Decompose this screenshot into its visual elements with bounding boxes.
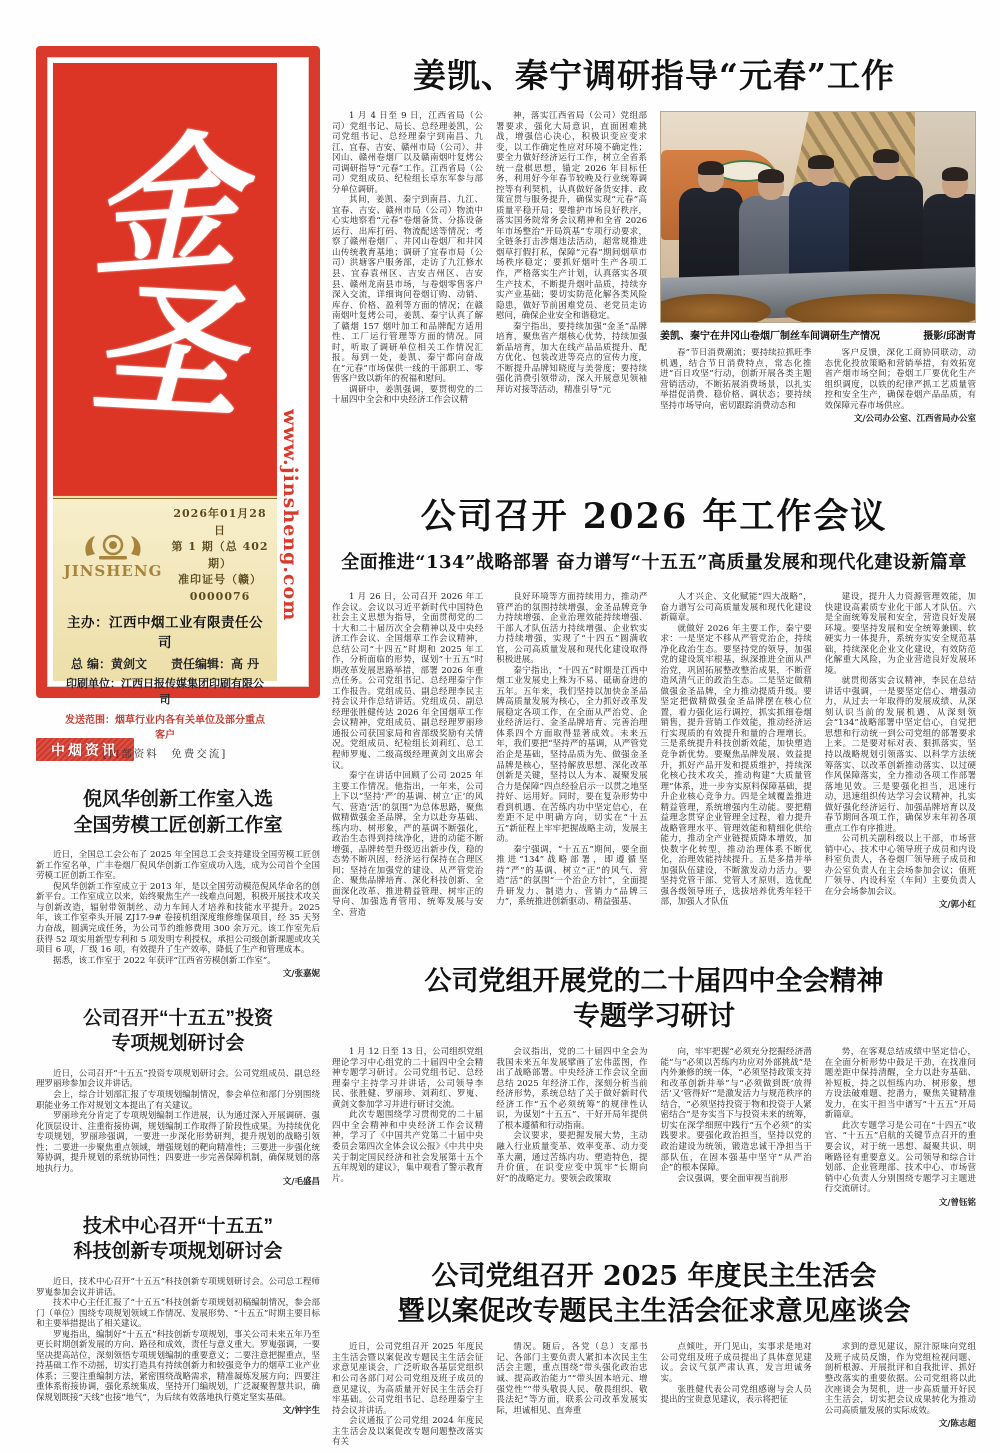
title-line: 技术中心召开“十五五” bbox=[82, 1215, 273, 1237]
text-column bbox=[36, 1277, 320, 1417]
body-paragraph: 求到的意见建议，原汁原味向党组及班子成员反馈，作为党组检视问题、剖析根源、开展批评和自我批评、抓好整改落实的重要依据。公司党组将以此次座谈会为契机，进一步高质量开好民主生活会，切实把会议成果转化为推动公司高质量发展的实际成效。 bbox=[824, 1342, 976, 1416]
byline: 文/曾钰铭 bbox=[938, 1197, 976, 1208]
organizer-line: 主办：江西中烟工业有限责任公司 bbox=[67, 615, 263, 651]
title-line: 倪风华创新工作室入选 bbox=[82, 789, 273, 810]
logo-cell bbox=[61, 532, 165, 580]
text-column bbox=[496, 592, 647, 944]
article1-left-columns bbox=[332, 111, 647, 463]
body-paragraph: 会议指出，党的二十届四中全会为我国未来五年发展擘画了宏伟蓝图，作出了战略部署。中央经济工作会议全面总结 2025 年经济工作，深刻分析当前经济形势，系统总结了关于做好新时代经济工作“五个必须统筹”的规律性认识，为谋划“十五五”、干好开局年提供了根本遵循和行动指南。 bbox=[496, 1047, 648, 1131]
text-column bbox=[661, 1342, 812, 1453]
website-url: www.jinsheng.com bbox=[279, 408, 301, 621]
issue-line: 第 1 期（总 402 期） bbox=[171, 540, 269, 570]
body-paragraph: 据悉，该工作室于 2022 年获评“江西省劳模创新工作室”。 bbox=[53, 955, 276, 966]
article1-right-block bbox=[660, 111, 976, 463]
body-paragraph: 点倾吐，开门见山，实事求是地对公司党组及班子成员提出了具体意见建议。会议气氛严肃认真，发言坦诚务实。 bbox=[660, 1342, 812, 1384]
body-paragraph: 近日，全国总工会公布了 2025 年全国总工会支持建设全国劳模工匠创新工作室名单，广丰卷烟厂倪风华创新工作室成功入选，成为公司首个全国劳模工匠创新工作室。 bbox=[36, 850, 320, 882]
rail-article-nifenghua bbox=[36, 787, 320, 980]
body-paragraph: 情况。随后，各党（总）支部书记、各部门主要负责人紧扣本次民主生活会主题，重点围绕“带头强化政治忠诚、提高政治能力”“带头固本培元、增强党性”“带头敬畏人民、敬畏组织、敬畏法纪”等方面，联系公司改革发展实际，坦诚相见、直奔重 bbox=[496, 1342, 648, 1416]
main-area bbox=[332, 50, 976, 1453]
body-paragraph: 此次专题学习是公司在“十四五”收官、“十五五”启航的关键节点召开的重要会议，对于统一思想、凝聚共识、明晰路径有重要意义。公司领导和综合计划部、企业管理部、技术中心、市场营销中心负责人分别围绕专题学习主题进行交流研讨。 bbox=[824, 1120, 976, 1195]
body-paragraph: 调研中，姜凯强调，要贯彻党的二十届四中全会和中央经济工作会议精 bbox=[332, 384, 483, 406]
body-paragraph: 会议通报了公司党组 2024 年度民主生活会及以案促改专题问题整改落实有关 bbox=[332, 1416, 484, 1448]
body-paragraph: 罗嵬指出，编制好“十五五”科技创新专项规划，事关公司未来五年乃至更长时期创新发展的方向、路径和成效，责任与意义重大。罗嵬强调，一要坚决提高站位，深刻领悟专项规划编制的重要意义；二要注意把握重点，坚持基础工作不动摇，切实打造具有持续创新力和较强竞争力的烟草工业产业体系；三要注重编制方法，紧密围绕战略需求，精准凝炼发展方向；四要注重体系衔接协调，强化系统集成，坚持开门编规划，广泛凝聚智慧共识，确保规划既接“天线”也接“地气”，为后续有效落地执行奠定坚实基础。 bbox=[36, 1329, 320, 1403]
body-paragraph: 建设，提升人力资源管理效能，加快建设高素质专业化干部人才队伍。六是全面统筹发展和安全，营造良好发展环境。要坚持发展和安全统筹兼顾、软硬实力一体提升，系统夯实安全规范基础，持续深化企业文化建设，有效防范化解重大风险，为企业营造良好发展环境。 bbox=[824, 592, 976, 676]
headline-line: 暨以案促改专题民主生活会征求意见座谈会 bbox=[397, 1296, 911, 1328]
masthead-info-top bbox=[61, 506, 269, 605]
text-column bbox=[825, 1342, 976, 1453]
body-paragraph: 春”节日消费潮流；要持续拉抓旺季机遇，结合节日消费特点，常态化推进“百日攻坚”行动，创新开展各类主题营销活动，不断拓展消费场景，以扎实举措促消费、稳价格、调状态；要持续坚持市场导向，密切跟踪消费动态和 bbox=[660, 348, 812, 411]
rail-article-body bbox=[36, 1069, 320, 1188]
body-paragraph: 1 月 12 日至 13 日，公司组织党组理论学习中心组党的二十届四中全会精神专题学习研讨。公司党组书记、总经理秦宁主持学习并讲话，公司领导李民、张胜健、罗丽珍、刘莉红、罗嵬、黄剑文参加学习并进行研讨交流。 bbox=[332, 1047, 484, 1110]
brand-seal bbox=[53, 63, 277, 495]
printer-line: 印刷单位：江西日报传媒集团印刷有限公司 bbox=[66, 677, 264, 706]
photo-caption-row bbox=[660, 327, 976, 342]
title-line: 全国劳模工匠创新工作室 bbox=[73, 814, 283, 836]
byline: 文/毛盛昌 bbox=[282, 1177, 320, 1188]
title-line: 专项规划研讨会 bbox=[111, 1033, 245, 1055]
rail-article-title bbox=[36, 1214, 320, 1265]
rail-article-body bbox=[36, 850, 320, 979]
text-column bbox=[332, 1047, 483, 1245]
body-paragraph: 罗丽珍充分肯定了专项规划编制工作进展，认为通过深入开展调研、强化顶层设计、注重衔接协调，规划编制工作取得了阶段性成果。为持续优化专项规划，罗丽珍强调，一要进一步深化形势研判，提升规划的战略引领性；二要进一步聚焦重点领域，增强规划的靶向精准性；三要进一步强化统筹协调，提升规划的系统协同性；四要进一步完善保障机制，确保规划的落地执行力。 bbox=[36, 1111, 320, 1174]
body-paragraph: 张胜健代表公司党组感谢与会人员提出的宝贵意见建议，表示将把征 bbox=[660, 1384, 812, 1406]
article1-headline: 姜凯、秦宁调研指导“元春”工作 bbox=[413, 56, 895, 95]
rail-article-investment-plan bbox=[36, 1006, 320, 1188]
article2-columns bbox=[332, 592, 976, 944]
text-column bbox=[661, 592, 812, 944]
body-paragraph: 近日，技术中心召开“十五五”科技创新专项规划研讨会。公司总工程师罗嵬参加会议并讲话。 bbox=[36, 1277, 320, 1298]
text-column bbox=[496, 1047, 647, 1245]
byline: 文/陈志超 bbox=[938, 1419, 976, 1430]
byline: 文/钟宇生 bbox=[282, 1406, 320, 1417]
photo-tobacco-pile bbox=[660, 294, 771, 323]
website-strip bbox=[277, 63, 303, 681]
body-paragraph: 其间，姜凯、秦宁到南昌、九江、宜春、吉安、赣州市局（公司）物流中心实地察看“元春”卷烟备货、分拣设备运行、出库打码、物流配送等情况；考察了赣州卷烟厂、井冈山卷烟厂和井冈山传统教育基地；调研了宜春市局（公司）洪塘客户服务部，走访了九江修水县、宜春袁州区、吉安吉州区、吉安县、赣州龙南县市场，与卷烟零售客户深入交流，详细询问卷烟订购、动销、库存、价格、盈利等方面的情况；在赣南烟叶复烤公司，姜凯、秦宁认真了解了赣烟 157 烟叶加工和品牌配方适用性、工厂运行管理等方面的情况。同时，听取了调研单位相关工作情况汇报。每到一处，姜凯、秦宁都向奋战在“元春”市场保供一线的干部职工、零售客户致以新年的祝福和慰问。 bbox=[332, 195, 483, 385]
person-head bbox=[758, 172, 784, 200]
body-paragraph: 倪风华创新工作室成立于 2013 年，是以全国劳动模范倪风华命名的创新平台。工作室成立以来，始终聚焦生产一线难点问题，积极开展技术攻关与创新改造，辐射带领制丝、动力车间人才培养和技能水平提升。2025 年，该工作室牵头开展 ZJ17-9# 卷接机组深度维修维保项目，经 35 天努力奋战，圆满完成任务，为公司节约维修费用 300 余万元。该工作室先后获得 52 项实用新型专利和 5 项发明专利授权，承担公司级创新课题或攻关项目 6 项，厂级 16 项，有效提升了生产效率，降低了生产和管理成本。 bbox=[36, 881, 320, 956]
article1-body bbox=[332, 111, 976, 463]
text-column bbox=[332, 111, 483, 463]
body-paragraph: 会议强调，要全面审视当前形 bbox=[677, 1173, 789, 1184]
text-column bbox=[36, 1069, 320, 1188]
article3-headline bbox=[332, 964, 976, 1034]
brand-character-jin: 金 bbox=[89, 113, 241, 299]
text-column bbox=[36, 850, 320, 979]
body-paragraph: 秦宁在讲话中回顾了公司 2025 年主要工作情况。他指出，一年来，公司上下以“坚持‘严’的基调、树立‘正’的风气、营造‘活’的氛围”为总体思路，聚焦做精做强金圣品牌，全力以赴夯基础、练内功、树形象，严的基调不断强化，政治生态得到持续净化，进的动能不断增强，品牌转型升级迈出新步伐，稳的态势不断巩固，经济运行保持在合理区间；坚持在加强党的建设、从严管党治企、聚焦品牌培育、深化科技创新、全面深化改革、推进精益管理、树牢正的导向、加强选育管用、统筹发展与安全、营造 bbox=[332, 771, 484, 918]
logo-wordmark: JINSHENG bbox=[63, 561, 163, 580]
article4-headline bbox=[332, 1259, 976, 1329]
body-paragraph: 良好环境等方面持续用力，推动严管严治的氛围持续增强，金圣品牌竞争力持续增强、企业治理效能持续增强、干部人才队伍活力持续增强、企业软实力持续增强，实现了“十四五”圆满收官，公司高质量发展和现代化建设取得积极进展。 bbox=[496, 592, 648, 666]
article3-columns bbox=[332, 1047, 976, 1245]
editor-line: 总 编：黄剑文 责任编辑：高 丹 bbox=[70, 657, 260, 671]
text-column bbox=[825, 592, 976, 944]
left-rail bbox=[36, 46, 320, 1417]
text-column bbox=[332, 1342, 483, 1453]
person-head bbox=[808, 158, 834, 186]
issue-info bbox=[171, 506, 269, 605]
body-paragraph: 会议要求，要把握发展大势，主动融入行业质量变革、效率变革、动力变革大潮，通过苦练内功、塑造特色，提升价值，在识变应变中筑牢“长期向好”的战略定力。要领会政策取 bbox=[496, 1131, 648, 1184]
body-paragraph: 技术中心主任汇报了“十五五”科技创新专项规划初稿编制情况，参会部门（单位）围绕专项规划领域工作情况、发展形势、“十五五”时期主要目标和主要举措提出了相关建议。 bbox=[36, 1298, 320, 1330]
article2-subtitle: 全面推进“134”战略部署 奋力谱写“十五五”高质量发展和现代化建设新篇章 bbox=[341, 552, 967, 573]
text-column bbox=[496, 1342, 647, 1453]
body-paragraph: 客户反馈，深化工商协同联动，动态优化投放策略和营销举措，有效拓宽省产烟市场空间；卷烟工厂要优化生产组织调度，以铁的纪律严抓工艺质量管控和安全生产，确保卷烟产品品质，有效保障元春市场供应。 bbox=[824, 348, 976, 411]
body-paragraph: 1 月 4 日至 9 日，江西省局（公司）党组书记、局长、总经理姜凯，公司党组书记、总经理秦宁到南昌、九江、宜春、吉安、赣州市局（公司）、井冈山、赣州卷烟厂以及赣南烟叶复烤公司调研指导“元春”工作。江西省局（公司）党组成员、纪检组长卓东军参与部分单位调研。 bbox=[332, 111, 483, 195]
body-paragraph: 秦宁指出，“十四五”时期是江西中烟工业发展史上殊为不易、砥砺奋进的五年。五年来，我们坚持以加快金圣品牌高质量发展为核心，全力抓好改革发展稳定各项工作，在全面从严治党、企业经济运行、金圣品牌培育、完善治理体系四个方面取得显著成效。未来五年，我们要把“坚持严的基调，从严管党治企是基础，坚持品质为先、做强金圣品牌是核心，坚持解放思想、深化改革创新是关键，坚持以人为本、凝聚发展合力是保障”四点经验启示一以贯之地坚持好、运用好。同时，要在复杂形势中看到机遇、在苦练内功中坚定信心，在差距不足中明确方向，切实在“十五五”新征程上牢牢把握战略主动，发展主动。 bbox=[496, 665, 648, 845]
section-badge-zhongyan-zixun: 中烟资讯 bbox=[36, 738, 134, 761]
license-line: 准印证号（赣）0000076 bbox=[178, 573, 262, 603]
body-paragraph: 神，落实江西省局（公司）党组部署要求，强化大局意识，直面困难挑战，增强信心决心，积极识变应变求变，以工作确定性应对环境不确定性；要全力做好经济运行工作，树立全省系统一盘棋思想，锚定 2026 年目标任务，利用好今年春节较晚及行业统筹调控等有利契机，认真做好备货安排、政策宣贯与服务提升，确保实现“元春”高质量平稳开局；要维护市场良好秩序，落实国务院常务会议精神和全省 2026 年市场整治“开局筑基”专项行动要求，全链条打击涉烟违法活动，超常规推进烟草打假打私，保障“元春”期间烟草市场秩序稳定；要抓好烟叶生产各项工作，严格落实生产计划，认真落实各项生产技术，不断提升烟叶品质，持续夯实产业基础；要切实防范化解各类风险隐患，做好节前困难党员、老党员走访慰问，确保企业安全和谐稳定。 bbox=[496, 111, 647, 322]
byline: 文/公司办公室、江西省局办公室 bbox=[853, 414, 976, 425]
article-plenary-study bbox=[332, 964, 976, 1245]
title-line: 科技创新专项规划研讨会 bbox=[73, 1241, 283, 1263]
body-paragraph: 1 月 26 日，公司召开 2026 年工作会议。会议以习近平新时代中国特色社会主义思想为指导，全面贯彻党的二十大和二十届历次全会精神以及中央经济工作会议、全国烟草工作会议精神，总结公司“十四五”时期和 2025 年工作，分析面临的形势，谋划“十五五”时期改革发展思路举措，部署 2026 年重点任务。公司党组书记、总经理秦宁作工作报告。党组成员、副总经理李民主持会议并作总结讲话。党组成员、副总经理张胜健传达 2026 年全国烟草工作会议精神，党组成员、副总经理罗丽珍通报公司获国家局和省部级奖励有关情况。党组成员、纪检组长刘莉红、总工程师罗嵬、二级高级经理黄剑文出席会议。 bbox=[332, 592, 484, 771]
person-head bbox=[942, 170, 968, 198]
date-line: 2026年01月28日 bbox=[173, 507, 267, 537]
rail-article-body bbox=[36, 1277, 320, 1417]
headline-line: 公司党组开展党的二十届四中全会精神 bbox=[424, 966, 884, 997]
text-column bbox=[496, 111, 647, 463]
headline-line: 专题学习研讨 bbox=[573, 1001, 735, 1033]
text-column bbox=[825, 1047, 976, 1245]
rail-article-title bbox=[36, 787, 320, 838]
jinsheng-crest-icon bbox=[81, 532, 145, 562]
article-2026-work-conference bbox=[332, 489, 976, 944]
body-paragraph: 此次专题围绕学习贯彻党的二十届四中全会精神和中央经济工作会议精神，学习了《中国共产党第二十届中央委员会第四次全体会议公报》《中共中央关于制定国民经济和社会发展第十五个五年规划的建议》，集中观看了警示教育片。 bbox=[332, 1110, 484, 1184]
body-paragraph: 会上，综合计划部汇报了专项规划编制情况，参会单位和部门分别围绕职能业务工作对规划文本提出了有关建议。 bbox=[36, 1090, 320, 1111]
body-paragraph: 势，在客观总结成绩中坚定信心，在全面分析形势中鼓足干劲，在找准问题差距中保持清醒，全力以赴夯基础、补短板，持之以恒练内功、树形象，想方设法破难题、挖潜力，聚焦关键精准发力，在实干担当中谱写“十五五”开局新篇章。 bbox=[824, 1047, 976, 1121]
article-democratic-life-meeting bbox=[332, 1259, 976, 1453]
body-paragraph: 公司机关副科级以上干部，市场营销中心、技术中心领导班子成员和内设科室负责人，各卷烟厂领导班子成员和办公室负责人在主会场参加会议；值班厂领导、内设科室（车间）主要负责人在分会场参加会议。 bbox=[824, 834, 976, 897]
text-column bbox=[825, 348, 977, 463]
article-yuanchun-research bbox=[332, 50, 976, 463]
person-head bbox=[873, 152, 899, 180]
person-head bbox=[698, 164, 724, 192]
text-column bbox=[660, 348, 812, 463]
body-paragraph: 向，牢牢把握“必须充分挖掘经济潜能”与“必须以苦练内功应对外部挑战”是内外兼修的统一体，“必须坚持政策支持和改革创新并举”与“必须做到既‘放得活’又‘管得好’”是激发活力与规范秩序的结合，“必须坚持投资于物和投资于人紧密结合”是夯实当下与投资未来的统筹，切实在深学细照中践行“五个必须”的实践要求。要强化政治担当，坚持以党的政治建设为统领，锻造忠诚干净担当干部队伍，在固本强基中坚守“从严治企”的根本保障。 bbox=[660, 1047, 812, 1174]
body-paragraph: 人才兴企、文化赋能“四大战略”，奋力谱写公司高质量发展和现代化建设新篇章。 bbox=[660, 592, 812, 624]
title-line: 公司召开“十五五”投资 bbox=[82, 1007, 273, 1029]
rail-article-title bbox=[36, 1006, 320, 1057]
body-paragraph: 就贯彻落实会议精神，李民在总结讲话中强调，一是要坚定信心、增强动力，从过去一年取得的发展成绩、从深刻认识当前的发展机遇、从深刻领会“134”战略部署中坚定信心，自觉把思想和行动统一到公司党组的部署要求上来。二是要对标对表、狠抓落实，坚持以战略规划引领落实、以科学方法统筹落实、以改革创新推动落实、以过硬作风保障落实，全力推动各项工作部署落地见效。三是要强化担当，迅速行动，迅速组织传达学习会议精神，扎实做好强化经济运行、加强品牌培育以及春节期间各项工作，确保岁末年初各项重点工作有序推进。 bbox=[824, 676, 976, 834]
article2-headline: 公司召开 2026 年工作会议 bbox=[420, 496, 888, 537]
text-column bbox=[661, 1047, 812, 1245]
body-paragraph: 近日，公司召开“十五五”投资专项规划研讨会。公司党组成员、副总经理罗丽珍参加会议并讲话。 bbox=[36, 1068, 320, 1090]
body-paragraph: 近日，公司党组召开 2025 年度民主生活会暨以案促改专题民主生活会征求意见座谈会，广泛听取各基层党组织和公司各部门对公司党组及班子成员的意见建议，为高质量开好民主生活会打牢基础。公司党组书记、总经理秦宁主持会议并讲话。 bbox=[332, 1342, 484, 1416]
distribution-line: 发送范围：烟草行业内各有关单位及部分重点客户 bbox=[65, 715, 265, 741]
body-paragraph: 秦宁强调，“十五五”期间，要全面推进“134”战略部署，即遵循坚持“严”的基调、树立“正”的风气、营造“活”的氛围“一个治企方针”，全面提升研发力、制造力、营销力“品牌三力”，系统推进创新驱动、精益强基、 bbox=[496, 844, 648, 908]
photo-credit: 摄影/邱澍青 bbox=[923, 331, 976, 342]
rail-article-tech-center-plan bbox=[36, 1214, 320, 1417]
news-photo bbox=[660, 111, 976, 323]
text-column bbox=[332, 592, 483, 944]
photo-caption-text: 姜凯、秦宁在井冈山卷烟厂制丝车间调研生产情况 bbox=[660, 331, 880, 342]
headline-line: 公司党组召开 2025 年度民主生活会 bbox=[431, 1261, 877, 1293]
article1-right-columns bbox=[660, 348, 976, 463]
photo-tobacco-pile bbox=[785, 294, 976, 323]
brand-character-sheng: 圣 bbox=[89, 260, 241, 442]
body-paragraph: 就做好 2026 年主要工作，秦宁要求：一是坚定不移从严管党治企，持续净化政治生态。要坚持党的领导，加强党的建设筑牢根基，纵深推进全面从严治党，巩固拓展整改整治成果，不断营造风清气正的政治生态。二是坚定做精做强金圣品牌，全力推动提质升级。要坚定把做精做强金圣品牌摆在核心位置，着力强化运行调控，抓实抓细卷烟销售，提升营销工作效能，推动经济运行实现质的有效提升和量的合理增长。三是系统提升科技创新效能，加快塑造竞争新优势。要聚焦品牌发展、效益提升，抓好产品开发和提质维护，持续深化核心技术攻关，推动构建“大质量管理”体系，进一步夯实原料保障基础，提升企业核心竞争力。四是全域覆盖推进精益管理，系统增强内生动能。要把精益理念贯穿企业管理全过程，着力提升战略管理水平、管理效能和精细化供给能力，推动全产业链提质降本增效，加快数字化转型，推动治理体系不断优化，治理效能持续提升。五是多措并举加强队伍建设，不断激发动力活力。要坚持党管干部、党管人才原则，选优配强各级领导班子，选拔培养优秀年轻干部，加强人才队伍 bbox=[660, 623, 812, 908]
article4-columns bbox=[332, 1342, 976, 1453]
byline: 文/郭小红 bbox=[938, 900, 976, 911]
article1-under-photo bbox=[660, 348, 976, 463]
internal-material-line: [内部资料 免费交流] bbox=[102, 748, 228, 760]
byline: 文/张嘉妮 bbox=[282, 969, 320, 980]
body-paragraph: 秦宁指出，要持续加强“金圣”品牌培育，聚焦省产烟核心优势，持续加强新品培育，加大在线产品品质提升、配方优化、包装改进等亮点的宣传力度，不断提升品牌知晓度与美誉度；要持续强化消费引领带动，深入开展意见领袖拜访对接等活动，精准引导“元 bbox=[496, 321, 647, 395]
